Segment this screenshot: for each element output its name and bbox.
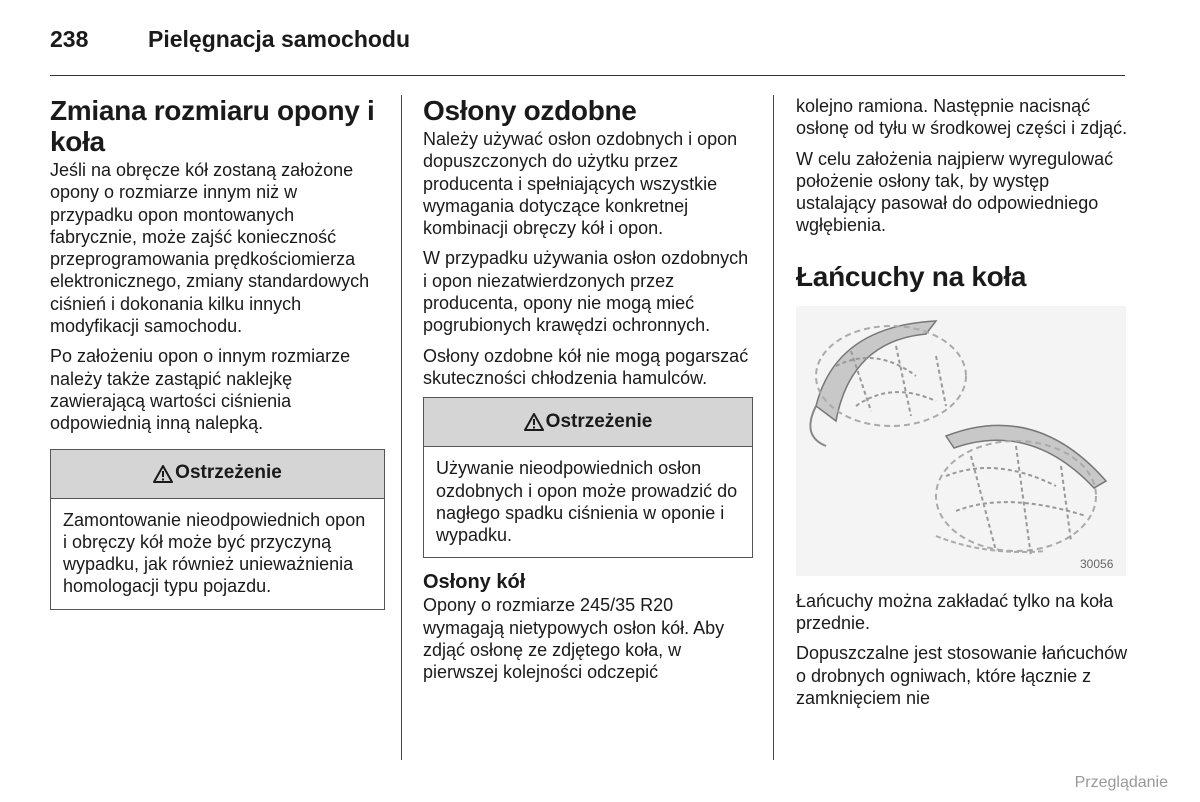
warning-title: Ostrzeżenie bbox=[545, 411, 653, 433]
paragraph: Dopuszczalne jest stosowanie łańcuchów o drobnych ogniwach, które łącznie z zamknięciem nie bbox=[796, 643, 1128, 708]
heading-tire-size: Zmiana rozmiaru opony i koła bbox=[50, 95, 375, 157]
paragraph: kolejno ramiona. Następnie nacisnąć osłonę od tyłu w środkowej części i zdjąć. bbox=[796, 96, 1128, 139]
watermark: Przeglądanie bbox=[1074, 774, 1168, 791]
paragraph: Po założeniu opon o innym rozmiarze należy także zastąpić naklejkę zawierającą wartości ciśnienia odpowiednią inną nalepką. bbox=[50, 346, 351, 434]
header-rule bbox=[50, 75, 1125, 76]
page-header bbox=[50, 26, 410, 53]
subheading-wheel-trims: Osłony kół bbox=[423, 571, 526, 594]
paragraph: Jeśli na obręcze kół zostaną założone opony o rozmiarze innym niż w przypadku opon montowanych fabrycznie, może zajść konieczność przeprogramowania prędkościomierza elektronicznego, zmiany standardowych ciśnień i dokonania kilku innych modyfikacji samochodu. bbox=[50, 160, 370, 337]
column-1 bbox=[50, 95, 385, 622]
paragraph: W przypadku używania osłon ozdobnych i opon niezatwierdzonych przez producenta, opony nie mogą mieć pogrubionych krawędzi ochronnych. bbox=[423, 248, 749, 336]
paragraph: Opony o rozmiarze 245/35 R20 wymagają nietypowych osłon kół. Aby zdjąć osłonę ze zdjętego koła, w pierwszej kolejności odczepić bbox=[423, 595, 725, 683]
warning-text: Zamontowanie nieodpowiednich opon i obręczy kół może być przyczyną wypadku, jak również unieważnienia homologacji typu pojazdu. bbox=[63, 509, 366, 597]
heading-wheel-covers: Osłony ozdobne bbox=[423, 95, 637, 126]
page-number: 238 bbox=[50, 26, 89, 52]
column-divider-2 bbox=[773, 95, 774, 760]
paragraph: Należy używać osłon ozdobnych i opon dopuszczonych do użytku przez producenta i spełniających wszystkie wymagania dotyczące konkretnej kombinacji obręczy kół i opon. bbox=[423, 129, 738, 239]
paragraph: Osłony ozdobne kół nie mogą pogarszać skuteczności chłodzenia hamulców. bbox=[423, 345, 749, 388]
snow-chains-illustration bbox=[796, 306, 1126, 576]
warning-box bbox=[50, 449, 385, 610]
section-title: Pielęgnacja samochodu bbox=[148, 26, 411, 52]
warning-text: Używanie nieodpowiednich osłon ozdobnych i opon może prowadzić do nagłego spadku ciśnienia w oponie i wypadku. bbox=[436, 458, 738, 546]
snow-chain-image bbox=[796, 306, 1126, 576]
warning-header bbox=[51, 450, 384, 499]
heading-snow-chains: Łańcuchy na koła bbox=[796, 260, 1027, 292]
column-2 bbox=[423, 95, 753, 692]
warning-triangle-icon bbox=[524, 413, 544, 431]
paragraph: Łańcuchy można zakładać tylko na koła przednie. bbox=[796, 590, 1114, 634]
paragraph: W celu założenia najpierw wyregulować położenie osłony tak, by występ ustalający pasował do odpowiedniego wgłębienia. bbox=[796, 148, 1114, 236]
warning-triangle-icon bbox=[153, 465, 173, 483]
column-divider-1 bbox=[401, 95, 402, 760]
image-code: 30056 bbox=[1080, 556, 1114, 571]
warning-header bbox=[424, 398, 752, 447]
column-3 bbox=[796, 95, 1131, 717]
warning-box bbox=[423, 397, 753, 558]
warning-title: Ostrzeżenie bbox=[175, 462, 282, 484]
